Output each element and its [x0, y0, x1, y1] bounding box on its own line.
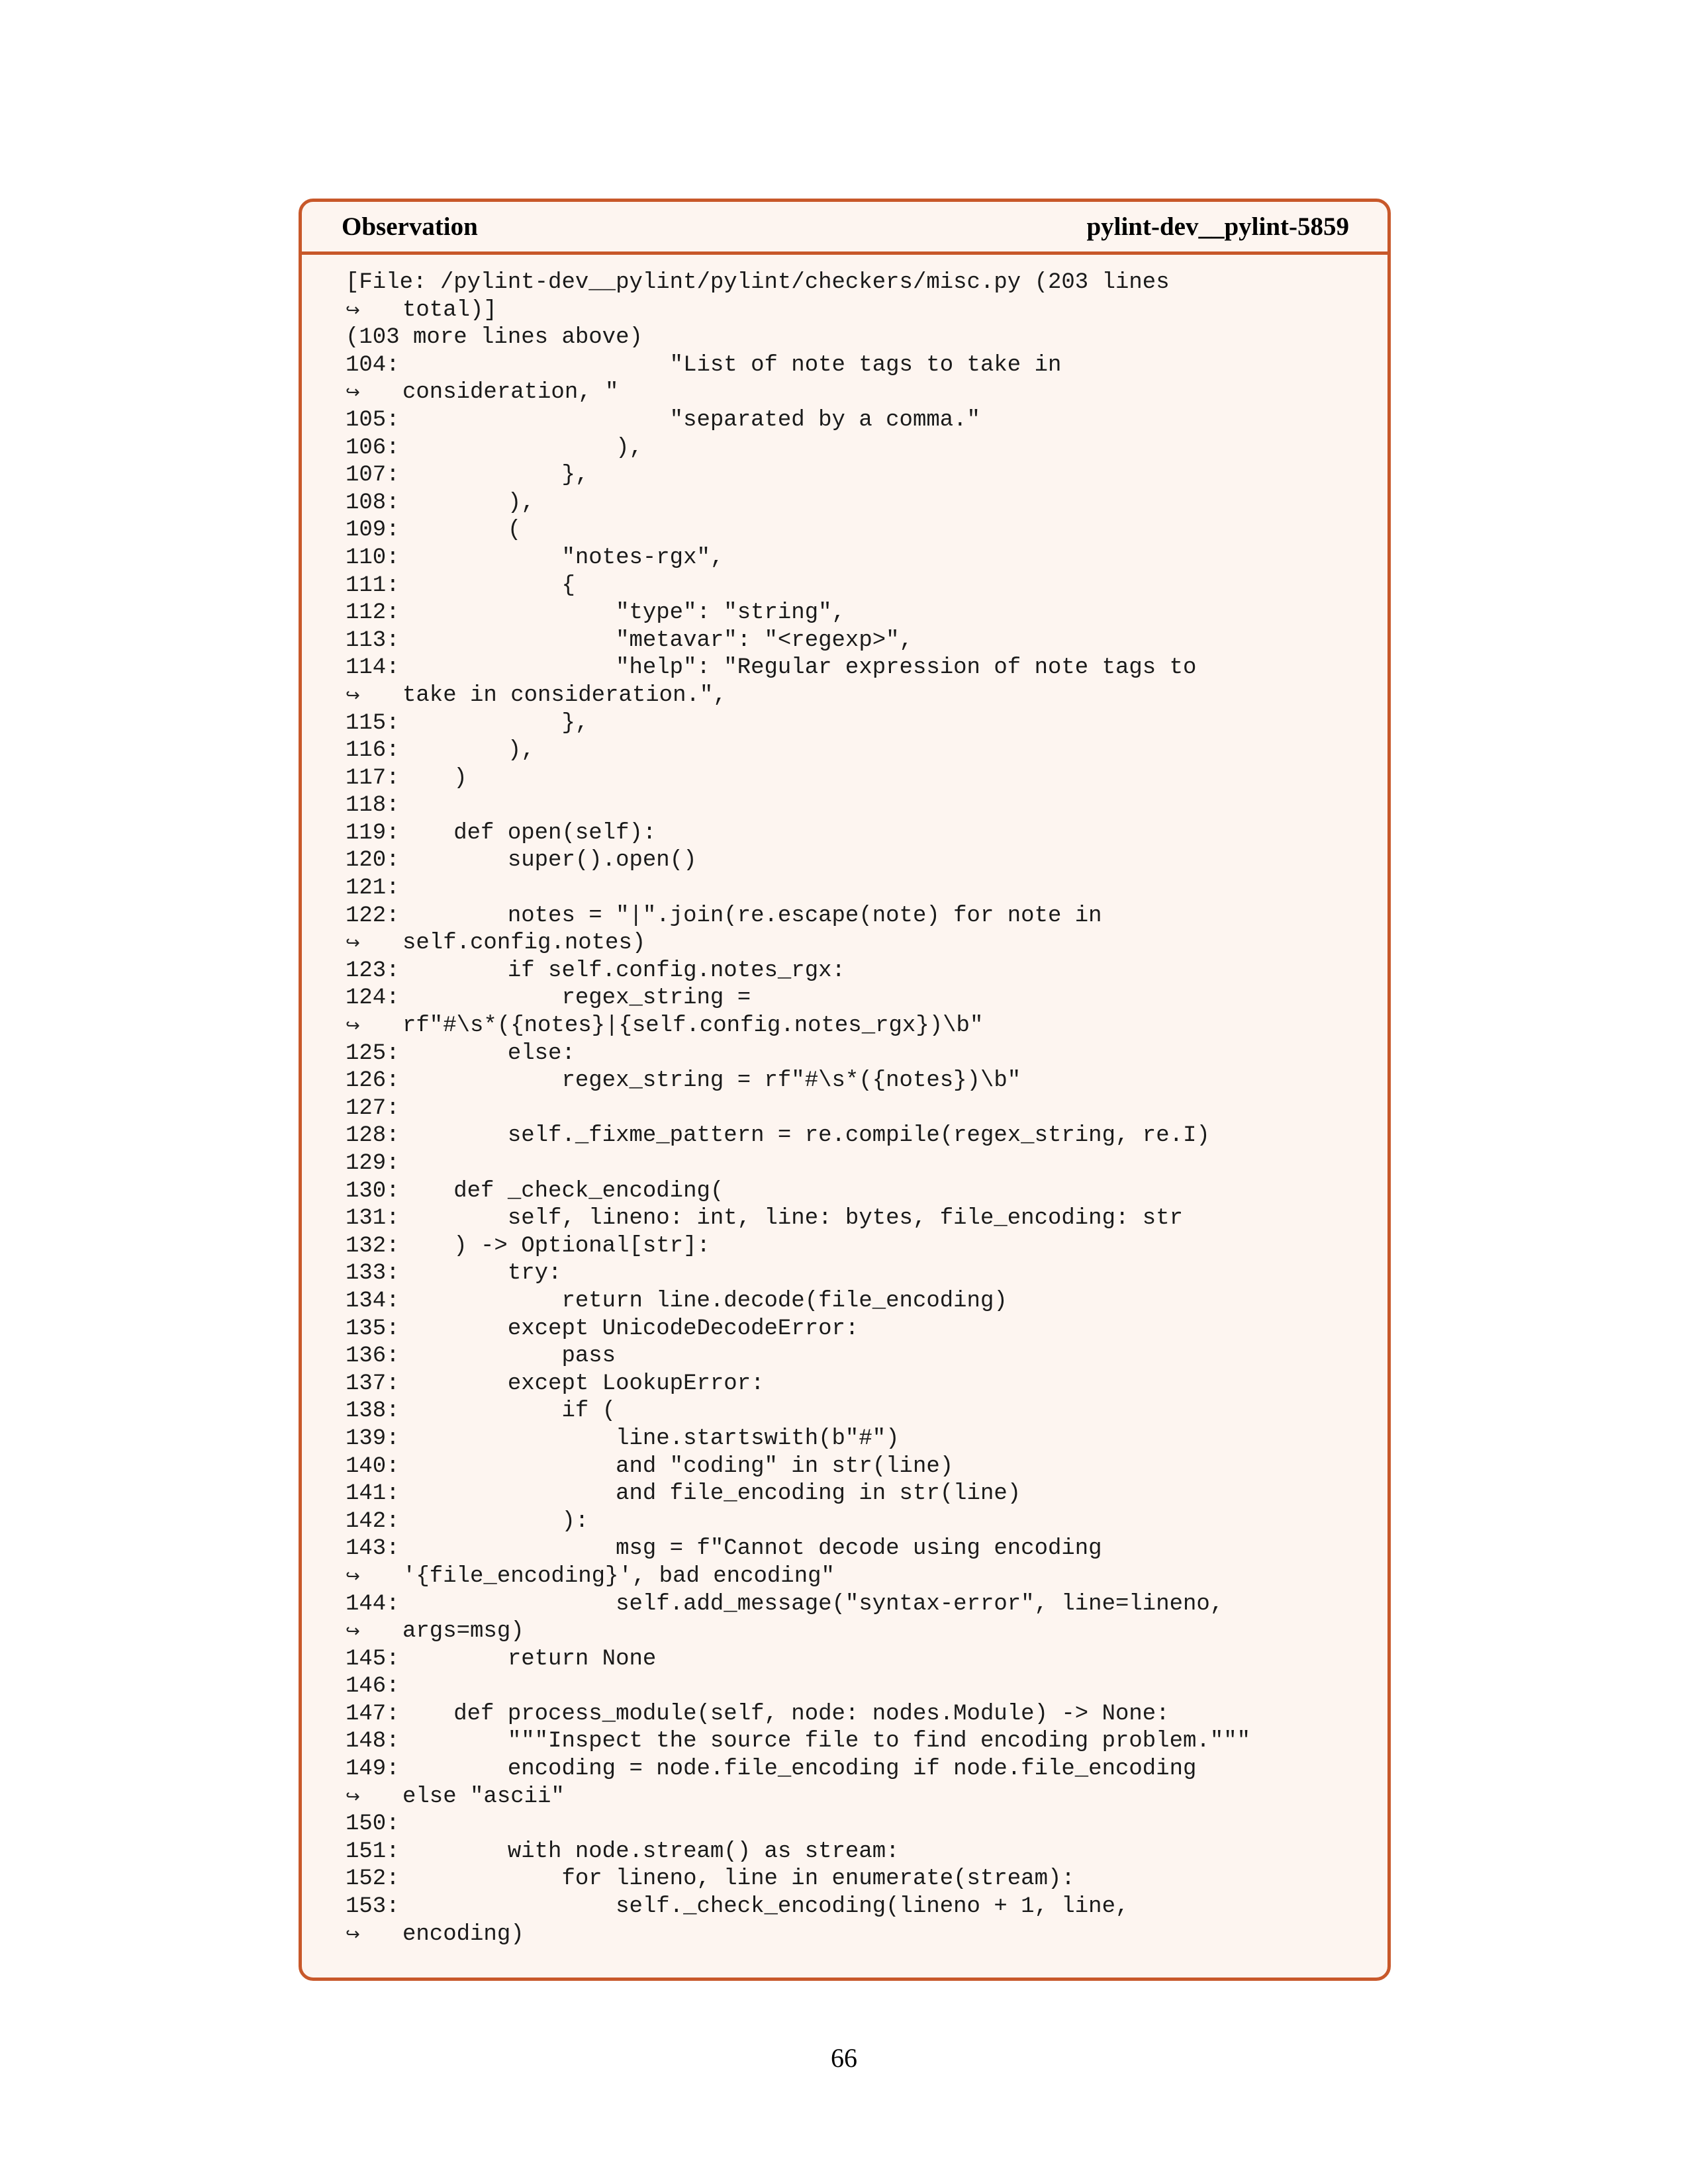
code-text: 109: ( — [346, 518, 522, 543]
code-continuation-line — [346, 1013, 1387, 1040]
code-text: 131: self, lineno: int, line: bytes, file_encoding: str — [346, 1206, 1184, 1232]
code-text: 126: regex_string = rf"#\s*({notes})\b" — [346, 1068, 1021, 1094]
code-line — [346, 903, 1387, 931]
code-text: (103 more lines above) — [346, 325, 643, 351]
code-text: 142: ): — [346, 1508, 589, 1534]
code-line — [346, 1480, 1387, 1508]
code-line — [346, 545, 1387, 572]
line-wrap-icon: ↪ — [346, 1786, 360, 1807]
code-line — [346, 1893, 1387, 1921]
code-line — [346, 1150, 1387, 1178]
code-text: 152: for lineno, line in enumerate(stream): — [346, 1866, 1075, 1892]
code-text: consideration, " — [402, 380, 619, 406]
code-line — [346, 737, 1387, 765]
code-line — [346, 1122, 1387, 1150]
code-line — [346, 1260, 1387, 1288]
code-line — [346, 1535, 1387, 1563]
line-wrap-icon: ↪ — [346, 1924, 360, 1944]
instance-id: pylint-dev__pylint-5859 — [1086, 212, 1349, 241]
code-line — [346, 1316, 1387, 1343]
code-line — [346, 1701, 1387, 1729]
code-line — [346, 1068, 1387, 1095]
code-line — [346, 1205, 1387, 1233]
code-continuation-line — [346, 1563, 1387, 1591]
code-text: 139: line.startswith(b"#") — [346, 1426, 900, 1451]
code-line — [346, 1178, 1387, 1206]
code-line — [346, 1508, 1387, 1536]
code-line — [346, 655, 1387, 682]
code-text: 132: ) -> Optional[str]: — [346, 1233, 710, 1259]
line-wrap-icon: ↪ — [346, 1621, 360, 1642]
line-wrap-icon: ↪ — [346, 685, 360, 705]
code-line — [346, 1371, 1387, 1398]
code-line — [346, 1591, 1387, 1619]
code-line — [346, 1233, 1387, 1261]
code-text: 153: self._check_encoding(lineno + 1, line, — [346, 1894, 1129, 1920]
code-line — [346, 435, 1387, 463]
code-text: rf"#\s*({notes}|{self.config.notes_rgx})\b" — [402, 1013, 984, 1039]
code-line — [346, 490, 1387, 518]
code-line — [346, 1343, 1387, 1371]
line-wrap-icon: ↪ — [346, 383, 360, 403]
code-continuation-line — [346, 1618, 1387, 1646]
code-continuation-line — [346, 1921, 1387, 1949]
code-text: 145: return None — [346, 1646, 657, 1672]
code-line — [346, 407, 1387, 435]
code-text: 104: "List of note tags to take in — [346, 352, 1062, 378]
code-text: encoding) — [402, 1921, 524, 1947]
code-text: 105: "separated by a comma." — [346, 407, 980, 433]
line-wrap-icon: ↪ — [346, 1016, 360, 1036]
code-text: self.config.notes) — [402, 931, 646, 956]
code-line — [346, 600, 1387, 627]
code-continuation-line — [346, 682, 1387, 710]
code-text: 136: pass — [346, 1343, 616, 1369]
page-number: 66 — [831, 2043, 857, 2073]
code-line — [346, 1673, 1387, 1701]
line-wrap-icon: ↪ — [346, 1566, 360, 1586]
code-text: 146: — [346, 1674, 400, 1700]
code-line — [346, 1288, 1387, 1316]
code-listing — [302, 255, 1387, 1948]
code-line — [346, 820, 1387, 848]
code-text: 118: — [346, 793, 400, 819]
code-text: 120: super().open() — [346, 848, 697, 874]
code-line — [346, 710, 1387, 738]
code-line — [346, 1398, 1387, 1426]
code-text: 117: ) — [346, 765, 467, 791]
code-text: 111: { — [346, 572, 575, 598]
code-text: 127: — [346, 1095, 400, 1121]
code-line — [346, 1811, 1387, 1839]
code-line — [346, 517, 1387, 545]
code-line — [346, 462, 1387, 490]
code-text: 151: with node.stream() as stream: — [346, 1839, 900, 1864]
code-line — [346, 627, 1387, 655]
code-line — [346, 765, 1387, 793]
code-text: 116: ), — [346, 738, 535, 764]
code-text: 140: and "coding" in str(line) — [346, 1453, 954, 1479]
code-text: 148: """Inspect the source file to find encoding problem.""" — [346, 1729, 1251, 1754]
code-text: 108: ), — [346, 490, 535, 516]
code-text: 107: }, — [346, 463, 589, 488]
line-wrap-icon: ↪ — [346, 933, 360, 954]
code-line — [346, 1095, 1387, 1123]
code-text: 147: def process_module(self, node: nodes.Module) -> None: — [346, 1701, 1170, 1727]
code-text: total)] — [402, 297, 497, 323]
observation-header — [302, 202, 1387, 255]
code-continuation-line — [346, 379, 1387, 407]
code-text: 129: — [346, 1151, 400, 1176]
code-text: 125: else: — [346, 1040, 575, 1066]
code-line — [346, 792, 1387, 820]
code-text: 122: notes = "|".join(re.escape(note) for note in — [346, 903, 1102, 929]
code-text: 133: try: — [346, 1261, 562, 1287]
code-text: 130: def _check_encoding( — [346, 1178, 724, 1204]
code-text: 141: and file_encoding in str(line) — [346, 1481, 1021, 1507]
code-line — [346, 1756, 1387, 1784]
code-text: 123: if self.config.notes_rgx: — [346, 958, 845, 983]
code-line — [346, 352, 1387, 380]
code-line — [346, 572, 1387, 600]
code-line — [346, 875, 1387, 903]
code-text: 143: msg = f"Cannot decode using encoding — [346, 1536, 1102, 1562]
code-line — [346, 269, 1387, 297]
code-text: [File: /pylint-dev__pylint/pylint/checkers/misc.py (203 lines — [346, 270, 1170, 295]
code-text: args=msg) — [402, 1619, 524, 1645]
code-line — [346, 1728, 1387, 1756]
code-text: 110: "notes-rgx", — [346, 545, 724, 570]
line-wrap-icon: ↪ — [346, 300, 360, 320]
code-continuation-line — [346, 930, 1387, 958]
code-text: 135: except UnicodeDecodeError: — [346, 1316, 859, 1342]
code-text: 128: self._fixme_pattern = re.compile(regex_string, re.I) — [346, 1123, 1210, 1149]
code-line — [346, 847, 1387, 875]
code-text: 121: — [346, 876, 400, 901]
code-line — [346, 1839, 1387, 1866]
observation-title: Observation — [342, 212, 478, 241]
code-text: 112: "type": "string", — [346, 600, 845, 626]
code-text: 119: def open(self): — [346, 820, 657, 846]
code-text: 138: if ( — [346, 1398, 616, 1424]
code-text: 134: return line.decode(file_encoding) — [346, 1288, 1008, 1314]
observation-box — [299, 199, 1391, 1981]
code-continuation-line — [346, 297, 1387, 325]
code-line — [346, 1426, 1387, 1453]
code-line — [346, 958, 1387, 985]
code-text: 114: "help": "Regular expression of note tags to — [346, 655, 1197, 681]
code-line — [346, 1866, 1387, 1893]
code-text: 150: — [346, 1811, 400, 1837]
code-text: 124: regex_string = — [346, 985, 751, 1011]
code-text: take in consideration.", — [402, 682, 727, 708]
code-text: else "ascii" — [402, 1784, 565, 1809]
code-continuation-line — [346, 1784, 1387, 1811]
code-line — [346, 1646, 1387, 1674]
code-text: '{file_encoding}', bad encoding" — [402, 1563, 835, 1589]
code-text: 144: self.add_message("syntax-error", line=lineno, — [346, 1591, 1224, 1617]
code-line — [346, 324, 1387, 352]
code-text: 106: ), — [346, 435, 643, 461]
code-text: 115: }, — [346, 710, 589, 736]
code-line — [346, 985, 1387, 1013]
code-text: 149: encoding = node.file_encoding if node.file_encoding — [346, 1756, 1197, 1782]
code-text: 137: except LookupError: — [346, 1371, 765, 1396]
code-line — [346, 1453, 1387, 1481]
code-text: 113: "metavar": "<regexp>", — [346, 627, 913, 653]
code-line — [346, 1040, 1387, 1068]
